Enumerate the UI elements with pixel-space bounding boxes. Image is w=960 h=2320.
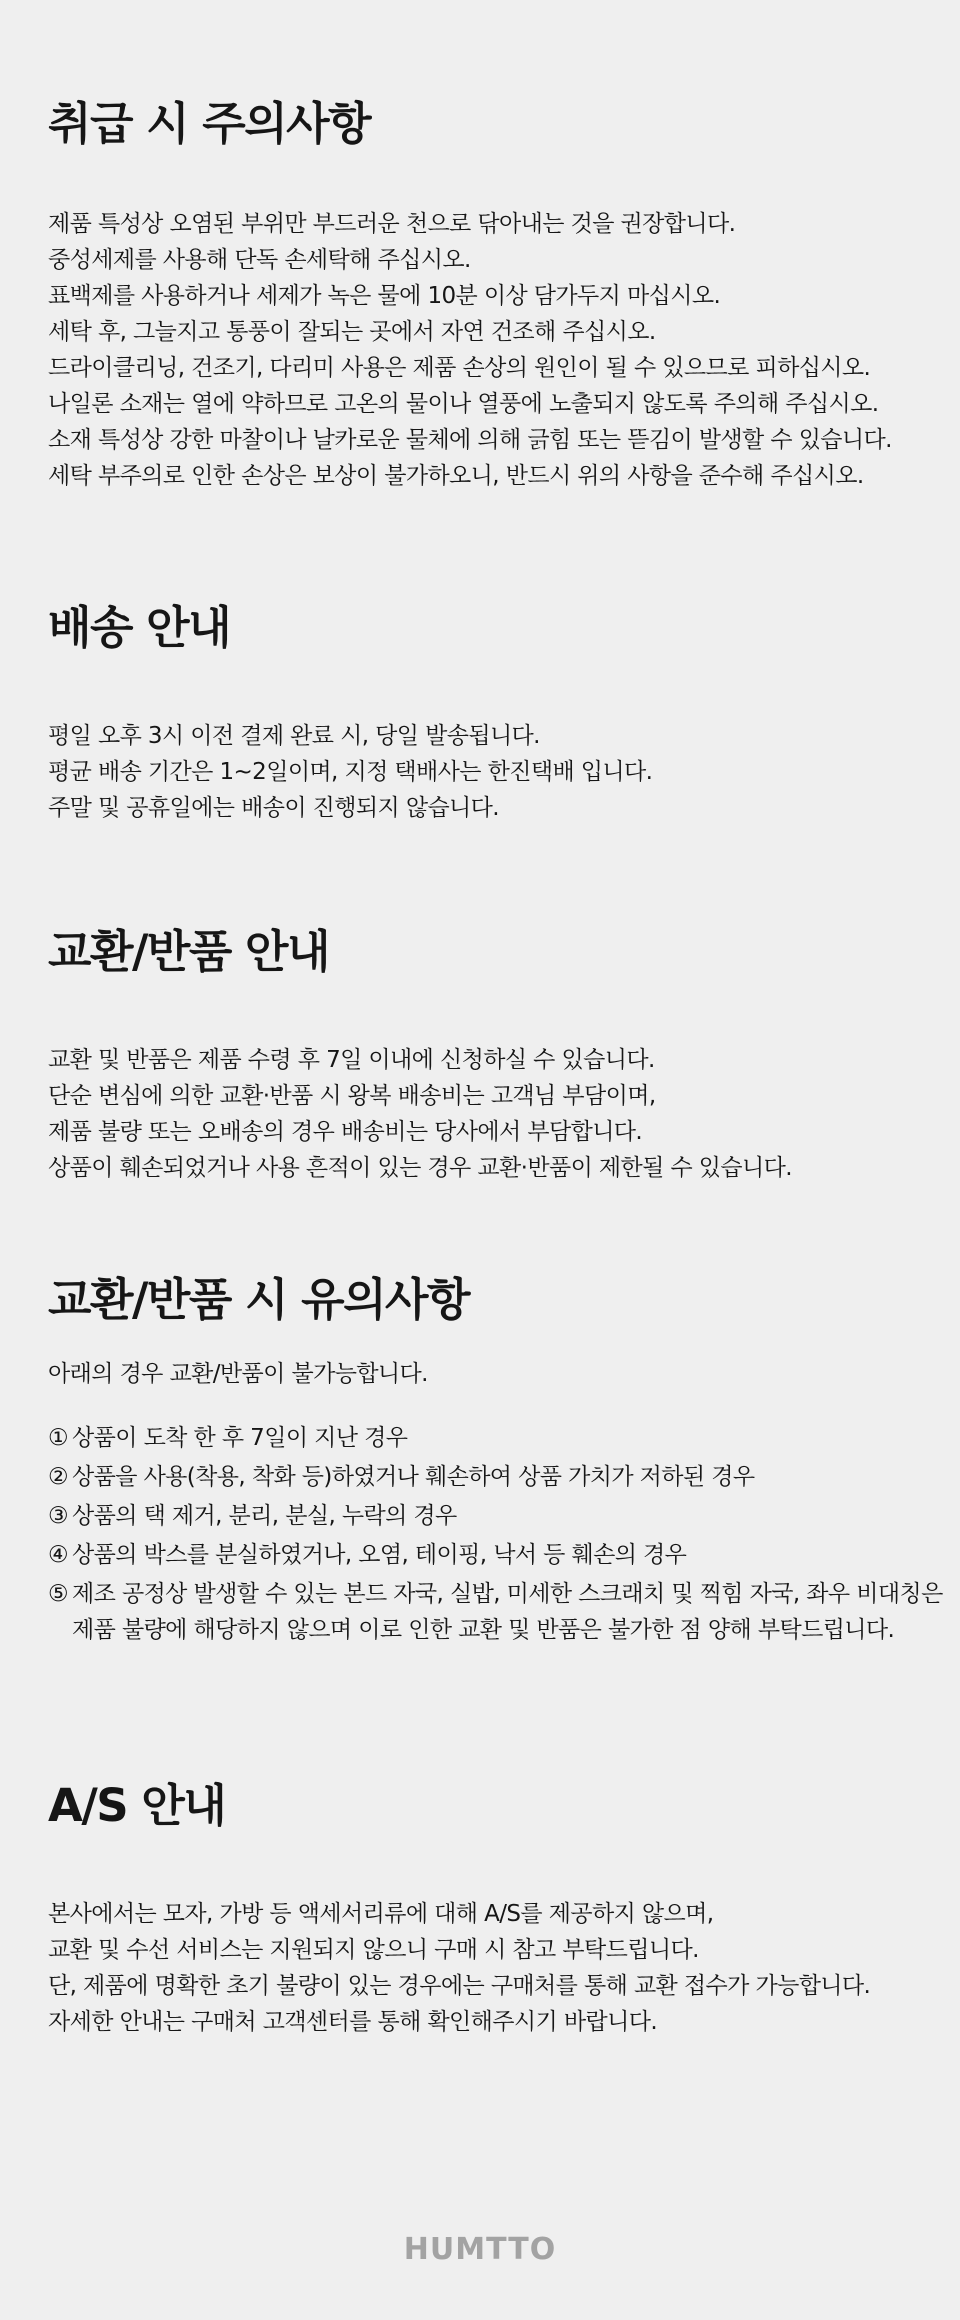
care-line: 소재 특성상 강한 마찰이나 날카로운 물체에 의해 긁힘 또는 뜯김이 발생할 수 있습니다. [48, 427, 892, 453]
exchange-notes-list [48, 1420, 948, 1648]
care-line: 나일론 소재는 열에 약하므로 고온의 물이나 열풍에 노출되지 않도록 주의해 주십시오. [48, 391, 879, 417]
care-section [48, 96, 948, 494]
exchange-note-item [48, 1576, 948, 1648]
care-list [48, 206, 948, 494]
care-line: 세탁 후, 그늘지고 통풍이 잘되는 곳에서 자연 건조해 주십시오. [48, 319, 656, 345]
item-text: 상품의 택 제거, 분리, 분실, 누락의 경우 [72, 1503, 457, 1529]
exchange-section [48, 924, 948, 1186]
item-number: ④ [48, 1542, 69, 1568]
exchange-note-item [48, 1420, 948, 1456]
as-line: 교환 및 수선 서비스는 지원되지 않으니 구매 시 참고 부탁드립니다. [48, 1937, 699, 1963]
as-line: 단, 제품에 명확한 초기 불량이 있는 경우에는 구매처를 통해 교환 접수가 가능합니다. [48, 1973, 871, 1999]
as-title: A/S 안내 [48, 1779, 226, 1832]
as-line: 자세한 안내는 구매처 고객센터를 통해 확인해주시기 바랍니다. [48, 2009, 658, 2035]
exchange-note-item [48, 1459, 948, 1495]
exchange-line: 제품 불량 또는 오배송의 경우 배송비는 당사에서 부담합니다. [48, 1119, 643, 1145]
item-number: ② [48, 1464, 69, 1490]
exchange-title: 교환/반품 안내 [48, 925, 329, 978]
shipping-list [48, 718, 948, 826]
item-text: 제조 공정상 발생할 수 있는 본드 자국, 실밥, 미세한 스크래치 및 찍힘 자국, 좌우 비대칭은 제품 불량에 해당하지 않으며 이로 인한 교환 및 반품은 불가한 점 양해 부탁드립니다. [72, 1581, 943, 1643]
exchange-line: 교환 및 반품은 제품 수령 후 7일 이내에 신청하실 수 있습니다. [48, 1047, 655, 1073]
item-text: 상품의 박스를 분실하였거나, 오염, 테이핑, 낙서 등 훼손의 경우 [72, 1542, 687, 1568]
care-line: 중성세제를 사용해 단독 손세탁해 주십시오. [48, 247, 471, 273]
care-line: 제품 특성상 오염된 부위만 부드러운 천으로 닦아내는 것을 권장합니다. [48, 211, 736, 237]
item-number: ⑤ [48, 1581, 69, 1607]
exchange-list [48, 1042, 948, 1186]
as-section [48, 1778, 948, 2040]
shipping-section [48, 600, 948, 826]
exchange-line: 단순 변심에 의한 교환·반품 시 왕복 배송비는 고객님 부담이며, [48, 1083, 656, 1109]
item-text: 상품을 사용(착용, 착화 등)하였거나 훼손하여 상품 가치가 저하된 경우 [72, 1464, 755, 1490]
exchange-notes-intro: 아래의 경우 교환/반품이 불가능합니다. [48, 1361, 428, 1387]
shipping-line: 평일 오후 3시 이전 결제 완료 시, 당일 발송됩니다. [48, 723, 540, 749]
exchange-note-item [48, 1537, 948, 1573]
item-number: ① [48, 1425, 69, 1451]
as-list [48, 1896, 948, 2040]
care-line: 표백제를 사용하거나 세제가 녹은 물에 10분 이상 담가두지 마십시오. [48, 283, 721, 309]
item-number: ③ [48, 1503, 69, 1529]
shipping-line: 주말 및 공휴일에는 배송이 진행되지 않습니다. [48, 795, 500, 821]
item-text: 상품이 도착 한 후 7일이 지난 경우 [72, 1425, 408, 1451]
exchange-notes-title: 교환/반품 시 유의사항 [48, 1273, 469, 1326]
care-line: 세탁 부주의로 인한 손상은 보상이 불가하오니, 반드시 위의 사항을 준수해 주십시오. [48, 463, 864, 489]
as-line: 본사에서는 모자, 가방 등 액세서리류에 대해 A/S를 제공하지 않으며, [48, 1901, 714, 1927]
shipping-line: 평균 배송 기간은 1~2일이며, 지정 택배사는 한진택배 입니다. [48, 759, 653, 785]
care-line: 드라이클리닝, 건조기, 다리미 사용은 제품 손상의 원인이 될 수 있으므로 피하십시오. [48, 355, 871, 381]
exchange-line: 상품이 훼손되었거나 사용 흔적이 있는 경우 교환·반품이 제한될 수 있습니다. [48, 1155, 792, 1181]
brand-logo: HUMTTO [403, 2232, 557, 2267]
exchange-notes-section [48, 1272, 948, 1651]
care-title: 취급 시 주의사항 [48, 97, 371, 150]
shipping-title: 배송 안내 [48, 601, 231, 654]
exchange-note-item [48, 1498, 948, 1534]
